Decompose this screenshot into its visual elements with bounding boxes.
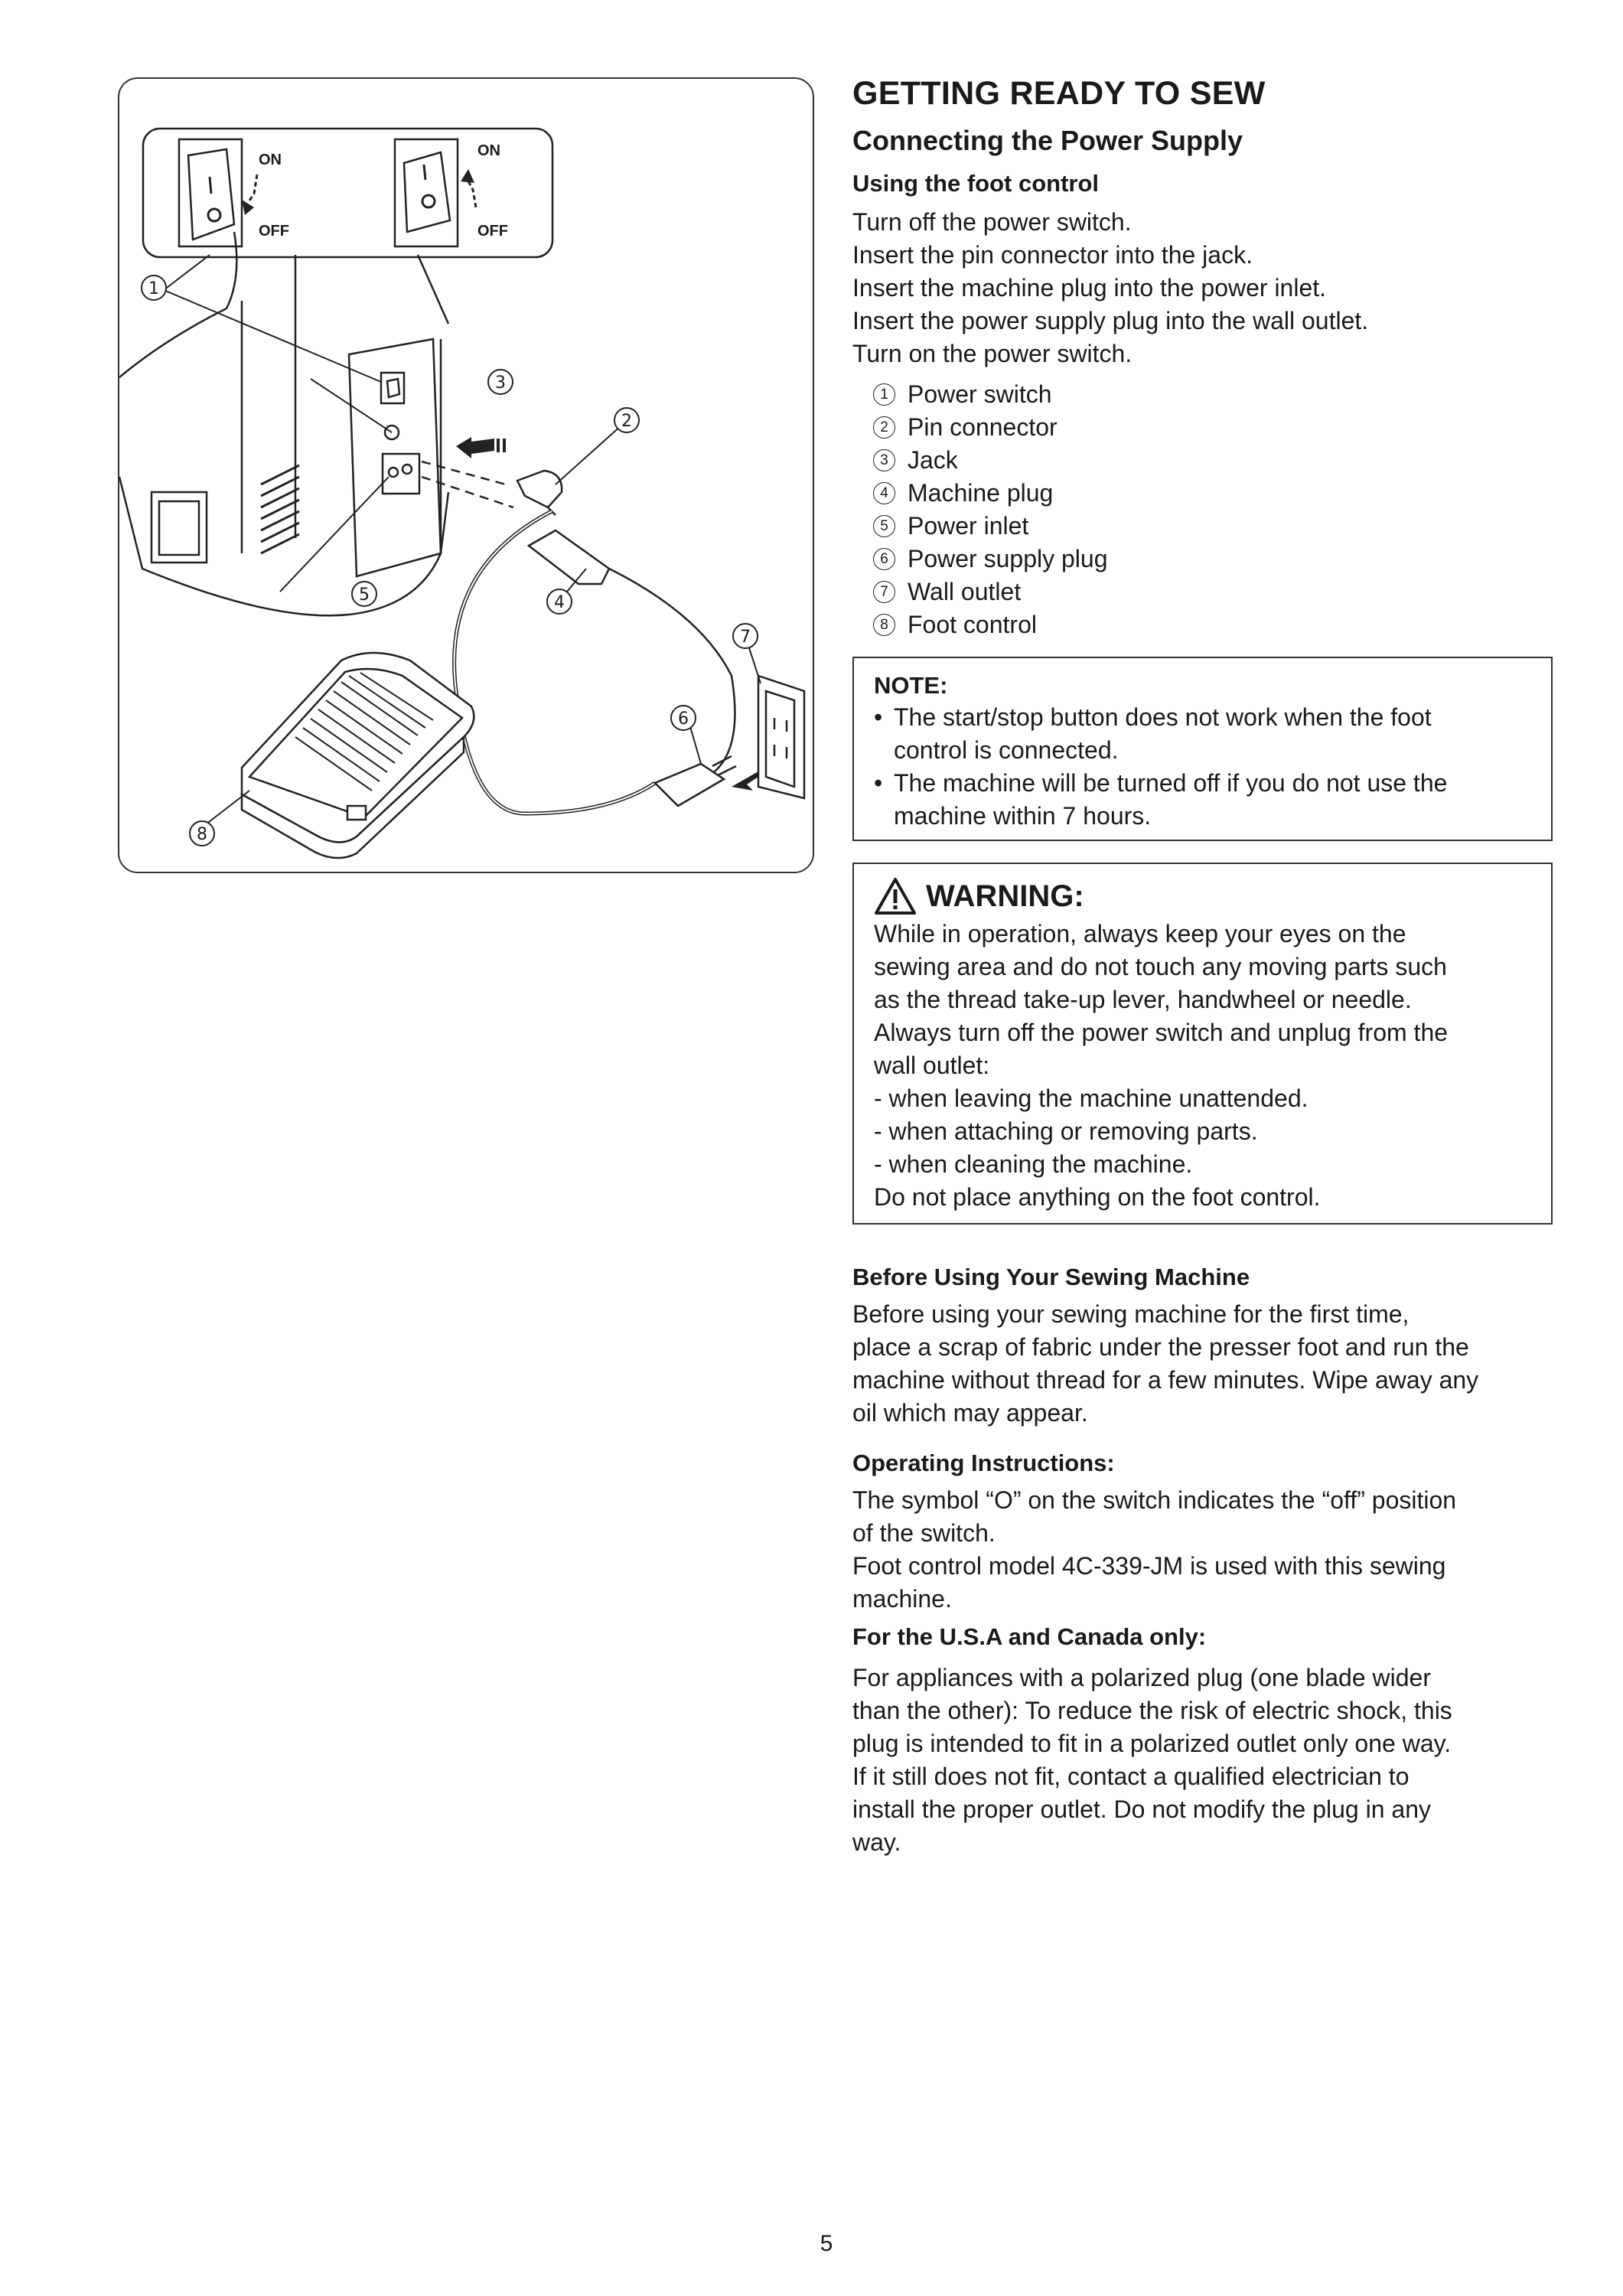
part-item	[873, 444, 1332, 477]
note-bullet-line: machine within 7 hours.	[894, 802, 1152, 830]
part-label: Power switch	[908, 380, 1052, 408]
connection-steps	[852, 206, 1556, 370]
warning-line: Always turn off the power switch and unplug from the	[874, 1019, 1449, 1046]
warning-text	[874, 918, 1531, 1214]
note-heading: NOTE:	[874, 672, 948, 699]
note-bullet-line: control is connected.	[894, 736, 1119, 764]
warning-line: Do not place anything on the foot control.	[874, 1183, 1321, 1211]
note-box	[852, 657, 1553, 841]
part-label: Power supply plug	[908, 545, 1108, 572]
body-line: place a scrap of fabric under the presser foot and run the	[852, 1333, 1469, 1361]
svg-text:7: 7	[740, 628, 751, 647]
body-line: way.	[852, 1828, 901, 1856]
svg-text:8: 8	[197, 825, 207, 844]
callout-2	[614, 408, 639, 432]
part-number-icon: 1	[873, 383, 895, 406]
part-label: Foot control	[908, 611, 1037, 638]
part-item	[873, 510, 1332, 543]
bullet-icon: •	[874, 769, 883, 797]
body-line: than the other): To reduce the risk of electric shock, this	[852, 1697, 1452, 1724]
part-number-icon: 5	[873, 515, 895, 537]
before-using-heading: Before Using Your Sewing Machine	[852, 1264, 1250, 1290]
svg-text:5: 5	[359, 585, 370, 605]
note-bullet	[874, 701, 1531, 767]
svg-text:6: 6	[678, 709, 689, 729]
step-line: Turn off the power switch.	[852, 208, 1132, 236]
part-item	[873, 477, 1332, 510]
foot-control-drawing	[242, 653, 474, 858]
operating-text	[852, 1484, 1556, 1616]
operating-heading: Operating Instructions:	[852, 1450, 1115, 1476]
warning-line: - when cleaning the machine.	[874, 1150, 1193, 1178]
step-line: Insert the power supply plug into the wall outlet.	[852, 307, 1369, 334]
warning-line: - when leaving the machine unattended.	[874, 1084, 1309, 1112]
switch-on-off-label: OFF	[477, 223, 508, 240]
insert-arrow-icon	[456, 437, 504, 458]
note-bullet	[874, 767, 1531, 833]
callout-8	[190, 821, 214, 846]
callout-6	[671, 706, 696, 730]
warning-line: sewing area and do not touch any moving parts such	[874, 953, 1447, 980]
part-label: Wall outlet	[908, 578, 1022, 605]
part-label: Machine plug	[908, 479, 1054, 507]
switch-off-on-label: ON	[259, 152, 282, 168]
body-line: For appliances with a polarized plug (one blade wider	[852, 1664, 1431, 1691]
part-number-icon: 2	[873, 416, 895, 439]
part-item	[873, 576, 1332, 608]
wall-outlet-drawing	[758, 676, 804, 798]
part-label: Power inlet	[908, 512, 1029, 540]
part-label: Pin connector	[908, 413, 1058, 441]
step-line: Turn on the power switch.	[852, 340, 1133, 367]
part-number-icon: 3	[873, 449, 895, 471]
part-number-icon: 8	[873, 614, 895, 636]
pin-connector-drawing	[517, 471, 562, 515]
switch-off-off-label: OFF	[259, 223, 289, 240]
foot-control-heading: Using the foot control	[852, 170, 1100, 197]
part-number-icon: 6	[873, 548, 895, 570]
svg-text:2: 2	[621, 412, 632, 431]
note-bullet-line: The start/stop button does not work when the foot	[894, 703, 1432, 731]
sewing-machine-drawing	[119, 232, 448, 615]
step-line: Insert the machine plug into the power inlet.	[852, 274, 1327, 302]
warning-heading: WARNING:	[926, 879, 1084, 913]
svg-text:4: 4	[554, 593, 565, 612]
body-line: of the switch.	[852, 1519, 996, 1547]
callout-3	[488, 370, 513, 394]
step-line: Insert the pin connector into the jack.	[852, 241, 1253, 269]
warning-triangle-icon	[874, 877, 917, 915]
switch-on-on-label: ON	[477, 142, 500, 159]
body-line: Before using your sewing machine for the first time,	[852, 1300, 1410, 1328]
body-line: machine.	[852, 1585, 952, 1613]
body-line: install the proper outlet. Do not modify the plug in any	[852, 1795, 1431, 1823]
warning-box	[852, 863, 1553, 1225]
bullet-icon: •	[874, 703, 883, 731]
usa-canada-heading: For the U.S.A and Canada only:	[852, 1623, 1207, 1650]
body-line: plug is intended to fit in a polarized outlet only one way.	[852, 1730, 1452, 1757]
warning-line: wall outlet:	[874, 1052, 990, 1079]
page-title: GETTING READY TO SEW	[852, 75, 1266, 112]
section-title: Connecting the Power Supply	[852, 125, 1243, 156]
note-bullet-line: The machine will be turned off if you do not use the	[894, 769, 1448, 797]
body-line: oil which may appear.	[852, 1399, 1088, 1427]
part-item	[873, 411, 1332, 444]
warning-line: While in operation, always keep your eyes on the	[874, 920, 1406, 947]
parts-list	[873, 378, 1332, 641]
body-line: The symbol “O” on the switch indicates the “off” position	[852, 1486, 1457, 1514]
power-connection-illustration	[119, 79, 814, 873]
plug-arrow-icon	[732, 771, 758, 791]
part-item	[873, 543, 1332, 576]
before-using-text	[852, 1298, 1556, 1430]
callout-1	[142, 276, 166, 300]
usa-canada-text	[852, 1662, 1556, 1859]
svg-text:1: 1	[148, 279, 159, 298]
body-line: machine without thread for a few minutes. Wipe away any	[852, 1366, 1479, 1394]
part-number-icon: 4	[873, 482, 895, 504]
callout-7	[733, 624, 758, 648]
part-item	[873, 608, 1332, 641]
machine-plug-drawing	[529, 530, 735, 783]
part-number-icon: 7	[873, 581, 895, 603]
page-number: 5	[820, 2231, 833, 2256]
callout-4	[547, 589, 572, 614]
part-label: Jack	[908, 446, 958, 474]
part-item	[873, 378, 1332, 411]
callout-5	[352, 582, 376, 606]
svg-text:3: 3	[495, 373, 506, 393]
warning-line: as the thread take-up lever, handwheel or needle.	[874, 986, 1412, 1013]
body-line: Foot control model 4C-339-JM is used with this sewing	[852, 1552, 1446, 1580]
body-line: If it still does not fit, contact a qualified electrician to	[852, 1763, 1410, 1790]
warning-header	[874, 875, 1531, 918]
warning-line: - when attaching or removing parts.	[874, 1117, 1258, 1145]
illustration-panel	[118, 77, 814, 873]
